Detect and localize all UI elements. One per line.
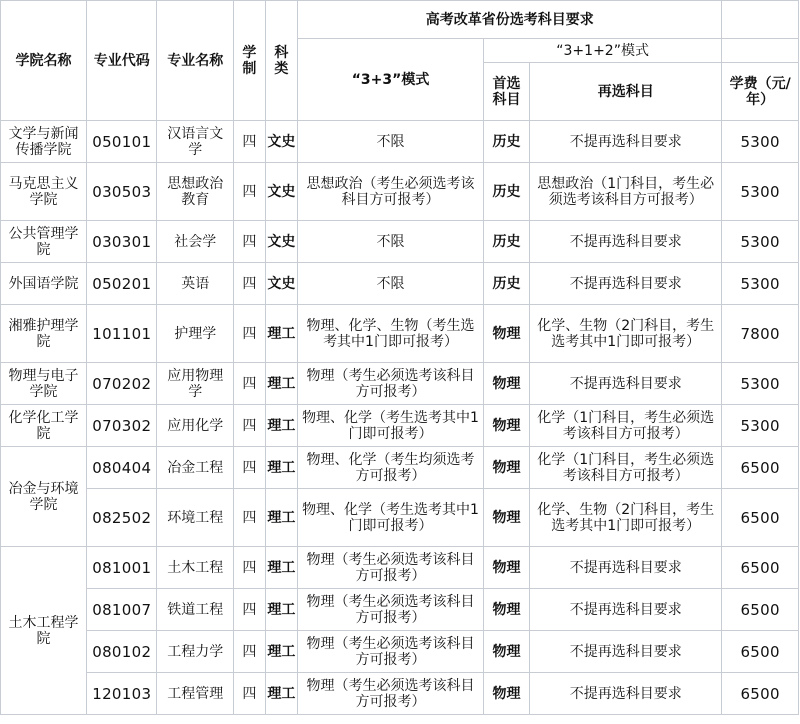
college-cell: 土木工程学院 bbox=[1, 547, 87, 715]
first-choice-cell: 物理 bbox=[483, 489, 529, 547]
major-cell: 护理学 bbox=[157, 305, 234, 363]
major-cell: 铁道工程 bbox=[157, 589, 234, 631]
col-header-mode-33: “3+3”模式 bbox=[298, 39, 484, 121]
second-choice-cell: 不提再选科目要求 bbox=[530, 263, 722, 305]
second-choice-cell: 化学、生物（2门科目，考生选考其中1门即可报考） bbox=[530, 489, 722, 547]
major-cell: 社会学 bbox=[157, 221, 234, 263]
fee-cell: 5300 bbox=[722, 221, 799, 263]
second-choice-cell: 化学、生物（2门科目，考生选考其中1门即可报考） bbox=[530, 305, 722, 363]
second-choice-cell: 不提再选科目要求 bbox=[530, 221, 722, 263]
second-choice-cell: 不提再选科目要求 bbox=[530, 631, 722, 673]
duration-cell: 四 bbox=[234, 363, 265, 405]
table-row bbox=[1, 447, 799, 489]
code-cell: 082502 bbox=[87, 489, 157, 547]
college-cell: 化学化工学院 bbox=[1, 405, 87, 447]
category-cell: 文史 bbox=[265, 163, 298, 221]
req33-cell: 思想政治（考生必须选考该科目方可报考） bbox=[298, 163, 484, 221]
code-cell: 120103 bbox=[87, 673, 157, 715]
first-choice-cell: 物理 bbox=[483, 447, 529, 489]
duration-cell: 四 bbox=[234, 221, 265, 263]
code-cell: 030301 bbox=[87, 221, 157, 263]
code-cell: 080102 bbox=[87, 631, 157, 673]
req33-cell: 物理（考生必须选考该科目方可报考） bbox=[298, 547, 484, 589]
req33-cell: 不限 bbox=[298, 121, 484, 163]
duration-cell: 四 bbox=[234, 447, 265, 489]
req33-cell: 物理、化学（考生均须选考方可报考） bbox=[298, 447, 484, 489]
col-header-first-choice: 首选科目 bbox=[483, 63, 529, 121]
second-choice-cell: 思想政治（1门科目，考生必须选考该科目方可报考） bbox=[530, 163, 722, 221]
major-cell: 工程管理 bbox=[157, 673, 234, 715]
duration-cell: 四 bbox=[234, 405, 265, 447]
category-cell: 理工 bbox=[265, 405, 298, 447]
code-cell: 030503 bbox=[87, 163, 157, 221]
col-header-major: 专业名称 bbox=[157, 1, 234, 121]
req33-cell: 物理（考生必须选考该科目方可报考） bbox=[298, 589, 484, 631]
code-cell: 050201 bbox=[87, 263, 157, 305]
second-choice-cell: 化学（1门科目，考生必须选考该科目方可报考） bbox=[530, 447, 722, 489]
second-choice-cell: 不提再选科目要求 bbox=[530, 673, 722, 715]
table-row bbox=[1, 489, 799, 547]
col-header-category: 科类 bbox=[265, 1, 298, 121]
first-choice-cell: 物理 bbox=[483, 673, 529, 715]
first-choice-cell: 物理 bbox=[483, 363, 529, 405]
code-cell: 080404 bbox=[87, 447, 157, 489]
req33-cell: 物理（考生必须选考该科目方可报考） bbox=[298, 631, 484, 673]
major-cell: 汉语言文学 bbox=[157, 121, 234, 163]
col-header-reform: 高考改革省份选考科目要求 bbox=[298, 1, 722, 39]
category-cell: 理工 bbox=[265, 489, 298, 547]
table-row bbox=[1, 589, 799, 631]
duration-cell: 四 bbox=[234, 589, 265, 631]
duration-cell: 四 bbox=[234, 163, 265, 221]
table-row bbox=[1, 263, 799, 305]
college-cell: 公共管理学院 bbox=[1, 221, 87, 263]
table-row bbox=[1, 547, 799, 589]
duration-cell: 四 bbox=[234, 631, 265, 673]
college-cell: 外国语学院 bbox=[1, 263, 87, 305]
major-cell: 工程力学 bbox=[157, 631, 234, 673]
college-cell: 物理与电子学院 bbox=[1, 363, 87, 405]
fee-cell: 6500 bbox=[722, 447, 799, 489]
req33-cell: 物理、化学（考生选考其中1门即可报考） bbox=[298, 489, 484, 547]
col-header-second-choice: 再选科目 bbox=[530, 63, 722, 121]
fee-cell: 5300 bbox=[722, 121, 799, 163]
major-cell: 应用化学 bbox=[157, 405, 234, 447]
category-cell: 理工 bbox=[265, 589, 298, 631]
req33-cell: 物理、化学（考生选考其中1门即可报考） bbox=[298, 405, 484, 447]
category-cell: 文史 bbox=[265, 121, 298, 163]
code-cell: 081007 bbox=[87, 589, 157, 631]
table-row bbox=[1, 163, 799, 221]
first-choice-cell: 历史 bbox=[483, 221, 529, 263]
req33-cell: 物理（考生必须选考该科目方可报考） bbox=[298, 673, 484, 715]
second-choice-cell: 化学（1门科目，考生必须选考该科目方可报考） bbox=[530, 405, 722, 447]
table-row bbox=[1, 363, 799, 405]
table-row bbox=[1, 405, 799, 447]
first-choice-cell: 物理 bbox=[483, 405, 529, 447]
code-cell: 101101 bbox=[87, 305, 157, 363]
second-choice-cell: 不提再选科目要求 bbox=[530, 589, 722, 631]
category-cell: 文史 bbox=[265, 221, 298, 263]
req33-cell: 物理、化学、生物（考生选考其中1门即可报考） bbox=[298, 305, 484, 363]
table-row bbox=[1, 673, 799, 715]
code-cell: 070302 bbox=[87, 405, 157, 447]
category-cell: 文史 bbox=[265, 263, 298, 305]
col-header-mode-312: “3+1+2”模式 bbox=[483, 39, 721, 63]
col-header-blank2 bbox=[722, 39, 799, 63]
table-row bbox=[1, 221, 799, 263]
code-cell: 081001 bbox=[87, 547, 157, 589]
category-cell: 理工 bbox=[265, 305, 298, 363]
col-header-college: 学院名称 bbox=[1, 1, 87, 121]
col-header-code: 专业代码 bbox=[87, 1, 157, 121]
category-cell: 理工 bbox=[265, 631, 298, 673]
duration-cell: 四 bbox=[234, 263, 265, 305]
major-cell: 冶金工程 bbox=[157, 447, 234, 489]
duration-cell: 四 bbox=[234, 547, 265, 589]
college-cell: 文学与新闻传播学院 bbox=[1, 121, 87, 163]
table-row bbox=[1, 631, 799, 673]
college-cell: 马克思主义学院 bbox=[1, 163, 87, 221]
fee-cell: 6500 bbox=[722, 489, 799, 547]
fee-cell: 5300 bbox=[722, 163, 799, 221]
major-cell: 环境工程 bbox=[157, 489, 234, 547]
college-cell: 冶金与环境学院 bbox=[1, 447, 87, 547]
first-choice-cell: 物理 bbox=[483, 547, 529, 589]
fee-cell: 5300 bbox=[722, 405, 799, 447]
duration-cell: 四 bbox=[234, 489, 265, 547]
second-choice-cell: 不提再选科目要求 bbox=[530, 121, 722, 163]
code-cell: 050101 bbox=[87, 121, 157, 163]
req33-cell: 物理（考生必须选考该科目方可报考） bbox=[298, 363, 484, 405]
category-cell: 理工 bbox=[265, 447, 298, 489]
major-cell: 英语 bbox=[157, 263, 234, 305]
first-choice-cell: 物理 bbox=[483, 631, 529, 673]
fee-cell: 6500 bbox=[722, 631, 799, 673]
fee-cell: 6500 bbox=[722, 673, 799, 715]
category-cell: 理工 bbox=[265, 547, 298, 589]
col-header-blank bbox=[722, 1, 799, 39]
duration-cell: 四 bbox=[234, 305, 265, 363]
second-choice-cell: 不提再选科目要求 bbox=[530, 363, 722, 405]
college-cell: 湘雅护理学院 bbox=[1, 305, 87, 363]
major-cell: 土木工程 bbox=[157, 547, 234, 589]
fee-cell: 7800 bbox=[722, 305, 799, 363]
duration-cell: 四 bbox=[234, 673, 265, 715]
req33-cell: 不限 bbox=[298, 221, 484, 263]
fee-cell: 6500 bbox=[722, 547, 799, 589]
col-header-duration: 学制 bbox=[234, 1, 265, 121]
first-choice-cell: 历史 bbox=[483, 121, 529, 163]
category-cell: 理工 bbox=[265, 673, 298, 715]
code-cell: 070202 bbox=[87, 363, 157, 405]
category-cell: 理工 bbox=[265, 363, 298, 405]
first-choice-cell: 物理 bbox=[483, 305, 529, 363]
table-row bbox=[1, 121, 799, 163]
fee-cell: 5300 bbox=[722, 363, 799, 405]
duration-cell: 四 bbox=[234, 121, 265, 163]
second-choice-cell: 不提再选科目要求 bbox=[530, 547, 722, 589]
first-choice-cell: 历史 bbox=[483, 163, 529, 221]
col-header-fee: 学费（元/年） bbox=[722, 63, 799, 121]
fee-cell: 6500 bbox=[722, 589, 799, 631]
major-cell: 思想政治教育 bbox=[157, 163, 234, 221]
req33-cell: 不限 bbox=[298, 263, 484, 305]
first-choice-cell: 历史 bbox=[483, 263, 529, 305]
major-cell: 应用物理学 bbox=[157, 363, 234, 405]
table-row bbox=[1, 305, 799, 363]
first-choice-cell: 物理 bbox=[483, 589, 529, 631]
fee-cell: 5300 bbox=[722, 263, 799, 305]
